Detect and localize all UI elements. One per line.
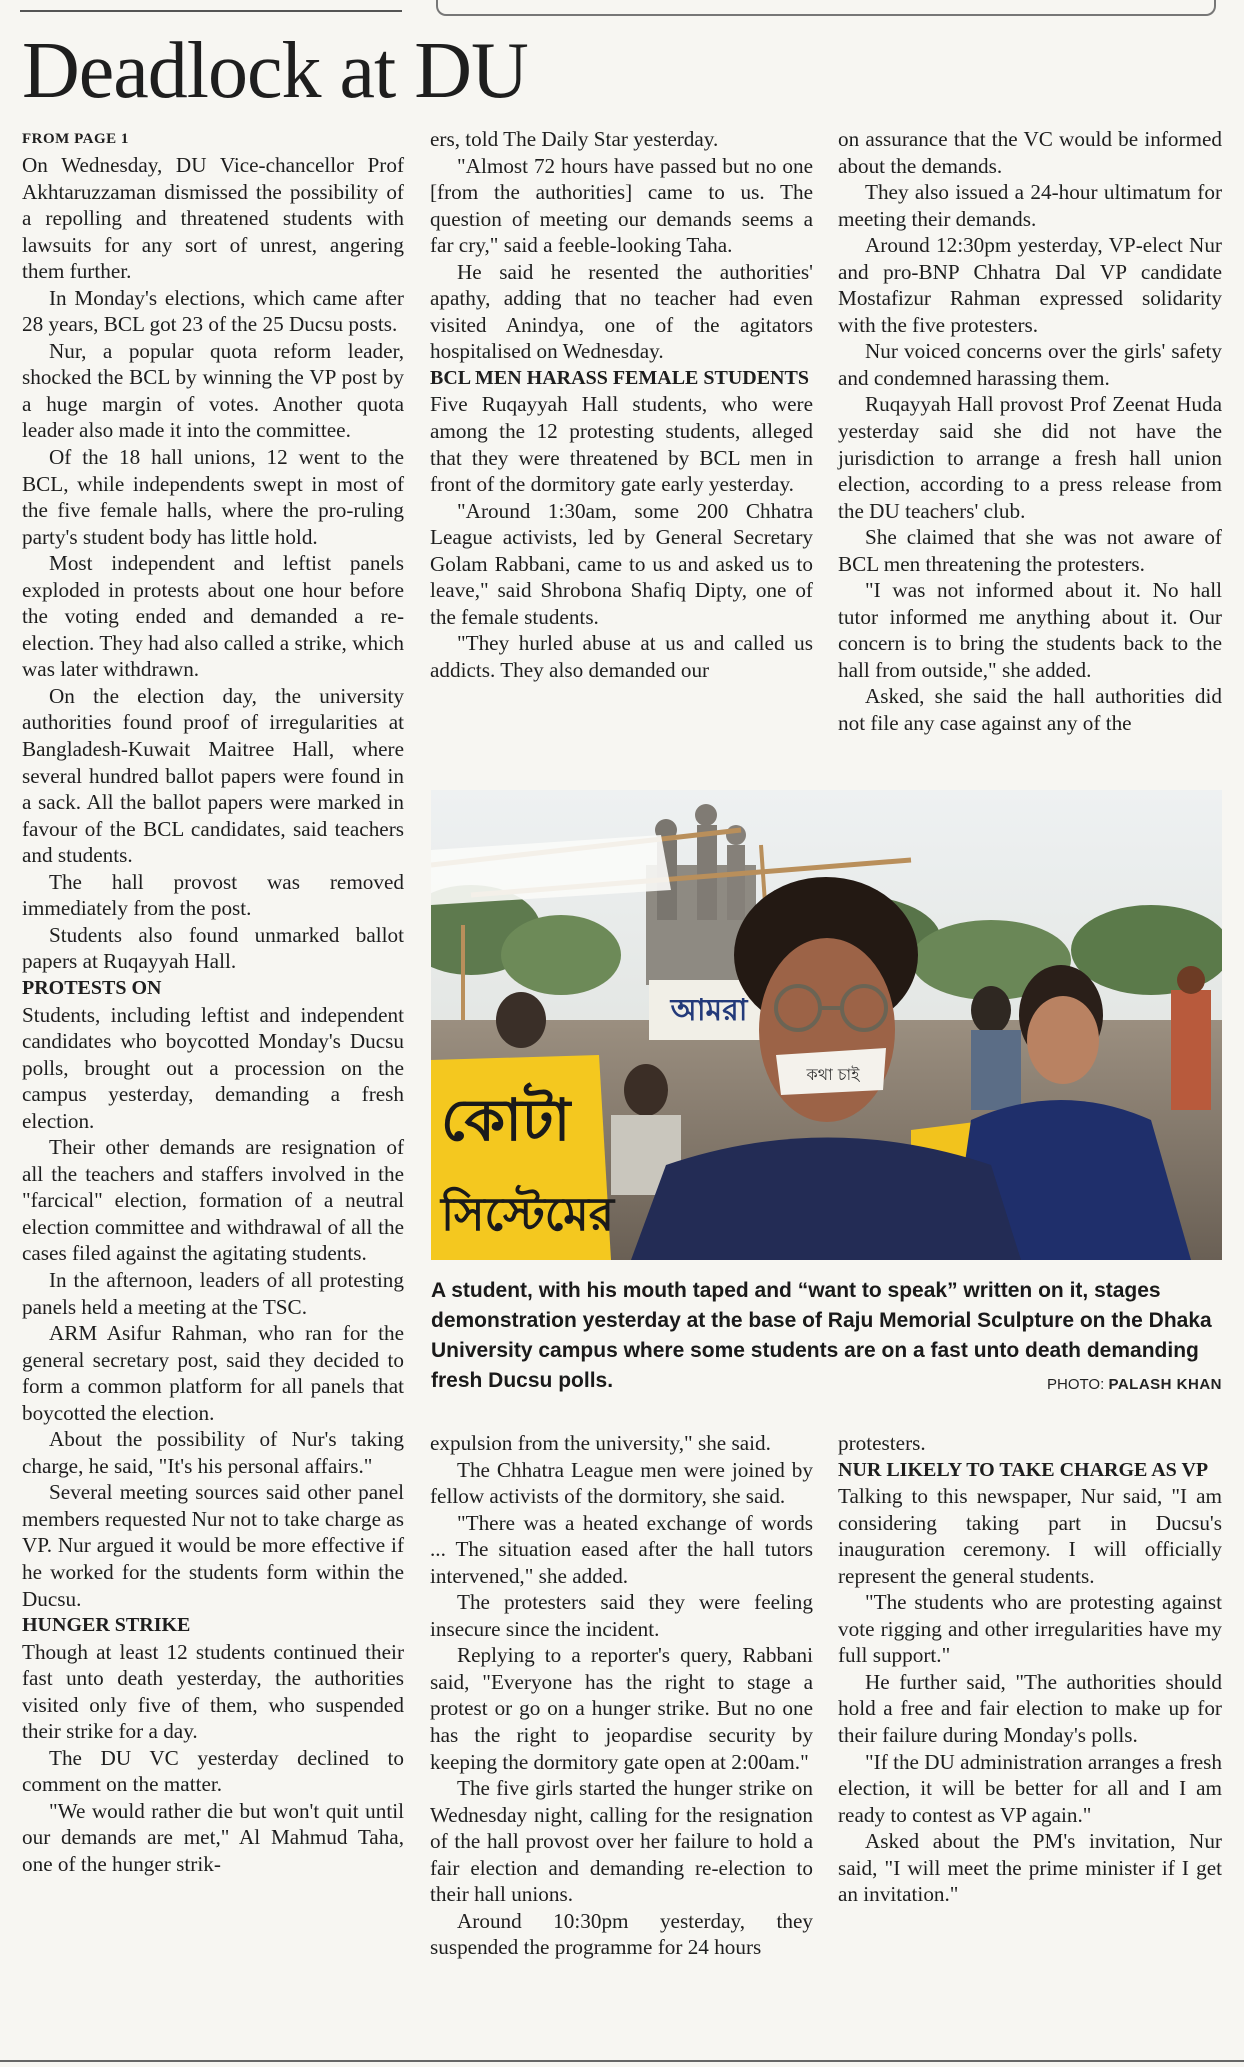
paragraph: The protesters said they were feeling insecure since the incident.	[430, 1590, 813, 1641]
paragraph: In the afternoon, leaders of all protesting panels held a meeting at the TSC.	[22, 1267, 404, 1319]
paragraph: "The students who are protesting against vote rigging and other irregularities have my full support."	[838, 1590, 1222, 1668]
photo-credit-name: PALASH KHAN	[1108, 1376, 1222, 1393]
article-column-3	[838, 126, 1222, 737]
paragraph: Asked, she said the hall authorities did not file any case against any of the	[838, 684, 1222, 736]
paragraph: expulsion from the university," she said.	[430, 1431, 771, 1455]
subhead-nur: NUR LIKELY TO TAKE CHARGE AS VP	[838, 1458, 1209, 1481]
paragraph: Most independent and leftist panels exploded in protests about one hour before the voting ended and demanded a re-election. They had also called a strike, which was later withdrawn.	[22, 551, 404, 682]
placard-text: কোটা	[441, 1086, 571, 1154]
news-photo	[431, 790, 1222, 1260]
photo-caption: A student, with his mouth taped and “want to speak” written on it, stages demonstration yesterday at the base of Raju Memorial Sculpture on the Dhaka University campus where some students are on a fast unto death demanding fresh Ducsu polls.	[431, 1279, 1212, 1392]
paragraph: ARM Asifur Rahman, who ran for the general secretary post, said they decided to form a common platform for all panels that boycotted the election.	[22, 1321, 404, 1425]
article-column-1	[22, 126, 404, 1878]
sign-text: আমরা	[670, 993, 748, 1028]
paragraph: "Around 1:30am, some 200 Chhatra League activists, led by General Secretary Golam Rabbani, came to us and asked us to leave," said Shrobona Shafiq Dipty, one of the female students.	[430, 498, 813, 629]
paragraph: Talking to this newspaper, Nur said, "I am considering taking part in Ducsu's inauguration ceremony. I will officially represent the general students.	[838, 1484, 1222, 1588]
paragraph: "There was a heated exchange of words ... The situation eased after the hall tutors intervened," she added.	[430, 1510, 813, 1588]
paragraph: Five Ruqayyah Hall students, who were among the 12 protesting students, alleged that they were threatened by BCL men in front of the dormitory gate early yesterday.	[430, 392, 813, 497]
subhead-bcl-harass: BCL MEN HARASS FEMALE STUDENTS	[430, 366, 809, 389]
paragraph: In Monday's elections, which came after 28 years, BCL got 23 of the 25 Ducsu posts.	[22, 285, 404, 337]
subhead-protests: PROTESTS ON	[22, 976, 162, 999]
paragraph: On the election day, the university authorities found proof of irregularities at Bangladesh-Kuwait Maitree Hall, where several hundred ballot papers were found in a sack. All the ballot papers were marked in favour of the BCL candidates, said teachers and students.	[22, 683, 404, 868]
paragraph: He further said, "The authorities should hold a free and fair election to make up for their failure during Monday's polls.	[838, 1669, 1222, 1748]
paragraph: They also issued a 24-hour ultimatum for meeting their demands.	[838, 180, 1222, 231]
paragraph: Students, including leftist and independent candidates who boycotted Monday's Ducsu polls, brought out a procession on the campus yesterday, demanding a fresh election.	[22, 1002, 404, 1133]
paragraph: The Chhatra League men were joined by fellow activists of the dormitory, she said.	[430, 1457, 813, 1509]
bottom-rule	[0, 2060, 1244, 2062]
paragraph: Ruqayyah Hall provost Prof Zeenat Huda yesterday said she did not have the jurisdiction to arrange a fresh hall union election, according to a press release from the DU teachers' club.	[838, 392, 1222, 523]
paragraph: Nur voiced concerns over the girls' safety and condemned harassing them.	[838, 339, 1222, 390]
paragraph: The DU VC yesterday declined to comment on the matter.	[22, 1745, 404, 1797]
paragraph: "We would rather die but won't quit until our demands are met," Al Mahmud Taha, one of the hunger strik-	[22, 1798, 404, 1876]
paragraph: Asked about the PM's invitation, Nur said, "I will meet the prime minister if I get an invitation."	[838, 1829, 1222, 1907]
paragraph: "They hurled abuse at us and called us addicts. They also demanded our	[430, 631, 813, 682]
paragraph: On Wednesday, DU Vice-chancellor Prof Akhtaruzzaman dismissed the possibility of a repolling and threatened students with lawsuits for any sort of unrest, angering them further.	[22, 153, 404, 284]
paragraph: The hall provost was removed immediately from the post.	[22, 869, 404, 921]
article-column-5	[838, 1430, 1222, 1908]
paragraph: The five girls started the hunger strike on Wednesday night, calling for the resignation of the hall provost over her failure to hold a fair election and demanding re-election to their hall unions.	[430, 1776, 813, 1907]
paragraph: About the possibility of Nur's taking charge, he said, "It's his personal affairs."	[22, 1427, 404, 1478]
paragraph: Around 12:30pm yesterday, VP-elect Nur and pro-BNP Chhatra Dal VP candidate Mostafizur Rahman expressed solidarity with the five protesters.	[838, 233, 1222, 337]
headline: Deadlock at DU	[22, 27, 528, 115]
top-rule	[20, 10, 402, 12]
tape-text: কথা চাই	[806, 1065, 860, 1084]
paragraph: "Almost 72 hours have passed but no one [from the authorities] came to us. The question of meeting our demands seems a far cry," said a feeble-looking Taha.	[430, 153, 813, 258]
subhead-hunger-strike: HUNGER STRIKE	[22, 1614, 191, 1637]
paragraph: Of the 18 hall unions, 12 went to the BCL, while independents swept in most of the five female halls, where the pro-ruling party's student body has little hold.	[22, 445, 404, 549]
paragraph: ers, told The Daily Star yesterday.	[430, 127, 719, 151]
photo-credit-prefix: PHOTO:	[1047, 1376, 1109, 1393]
top-frame	[436, 0, 1216, 16]
paragraph: She claimed that she was not aware of BCL men threatening the protesters.	[838, 525, 1222, 576]
paragraph: Students also found unmarked ballot papers at Ruqayyah Hall.	[22, 922, 404, 974]
paragraph: He said he resented the authorities' apathy, adding that no teacher had even visited Anindya, one of the agitators hospitalised on Wednesday.	[430, 259, 813, 364]
paragraph: Though at least 12 students continued their fast unto death yesterday, the authorities visited only five of them, who suspended their strike for a day.	[22, 1639, 404, 1744]
paragraph: Nur, a popular quota reform leader, shocked the BCL by winning the VP post by a huge margin of votes. Another quota leader also made it into the committee.	[22, 338, 404, 443]
paragraph: Replying to a reporter's query, Rabbani said, "Everyone has the right to stage a protest or go on a hunger strike. But no one has the right to jeopardise security by keeping the dormitory gate open at 2:00am."	[430, 1643, 813, 1774]
paragraph: Several meeting sources said other panel members requested Nur not to take charge as VP. Nur argued it would be more effective if he worked for the students form within the Ducsu.	[22, 1480, 404, 1611]
paragraph: "If the DU administration arranges a fresh election, it will be better for all and I am ready to contest as VP again."	[838, 1749, 1222, 1827]
photo-credit	[1027, 1376, 1222, 1393]
article-column-2	[430, 126, 813, 683]
paragraph: Around 10:30pm yesterday, they suspended the programme for 24 hours	[430, 1908, 813, 1960]
from-page-label: FROM PAGE 1	[22, 131, 129, 147]
article-column-4	[430, 1430, 813, 1961]
paragraph: "I was not informed about it. No hall tutor informed me anything about it. Our concern is to bring the students back to the hall from outside," she added.	[838, 578, 1222, 682]
paragraph: Their other demands are resignation of all the teachers and staffers involved in the "farcical" election, formation of a neutral election committee and withdrawal of all the cases filed against the agitating students.	[22, 1135, 404, 1266]
placard-text: সিস্টেমের	[441, 1187, 615, 1241]
paragraph: on assurance that the VC would be informed about the demands.	[838, 127, 1222, 178]
paragraph: protesters.	[838, 1431, 926, 1455]
